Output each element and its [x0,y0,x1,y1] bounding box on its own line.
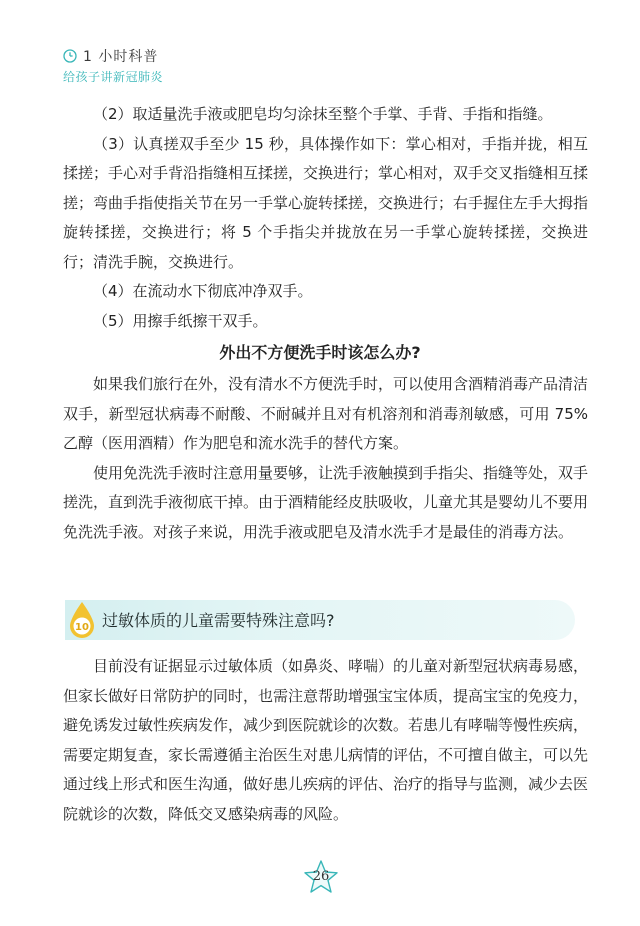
step-4: （4）在流动水下彻底冲净双手。 [93,282,313,300]
section-heading: 外出不方便洗手时该怎么办? [219,343,421,362]
question-body [63,652,588,829]
step-2: （2）取适量洗手液或肥皂均匀涂抹至整个手掌、手背、手指和指缝。 [93,105,553,123]
clock-icon [63,49,77,63]
question-number: 10 [75,622,89,633]
running-header [63,46,163,85]
page-number: 26 [312,869,330,884]
question-number-badge [66,600,98,640]
paragraph: 如果我们旅行在外，没有清水不方便洗手时，可以使用含酒精消毒产品清洁双手，新型冠状病毒不耐酸、不耐碱并且对有机溶剂和消毒剂敏感，可用 75% 乙醇（医用酒精）作为肥皂和流水洗手的替代方案。 [63,375,589,452]
book-subtitle: 给孩子讲新冠肺炎 [63,70,164,84]
section-body [63,370,588,547]
paragraph: 目前没有证据显示过敏体质（如鼻炎、哮喘）的儿童对新型冠状病毒易感，但家长做好日常防护的同时，也需注意帮助增强宝宝体质，提高宝宝的免疫力，避免诱发过敏性疾病发作，减少到医院就诊的次数。若患儿有哮喘等慢性疾病，需要定期复查，家长需遵循主治医生对患儿病情的评估，不可擅自做主，可以先通过线上形式和医生沟通，做好患儿疾病的评估、治疗的指导与监测，减少去医院就诊的次数，降低交叉感染病毒的风险。 [63,657,589,823]
handwash-steps [63,100,588,336]
book-title: 1 小时科普 [83,49,159,65]
step-5: （5）用擦手纸擦干双手。 [93,311,268,330]
step-3: （3）认真搓双手至少 15 秒，具体操作如下：掌心相对，手指并拢，相互揉搓；手心对手背沿指缝相互揉搓，交换进行；掌心相对，双手交叉指缝相互揉搓；弯曲手指使指关节在另一手掌心旋转揉搓，交换进行；右手握住左手大拇指旋转揉搓，交换进行；将 5 个手指尖并拢放在另一手掌心旋转揉搓，交换进行；清洗手腕，交换进行。 [63,134,589,271]
question-title: 过敏体质的儿童需要特殊注意吗? [102,611,335,630]
page-number-badge [301,858,341,898]
paragraph: 使用免洗洗手液时注意用量要够，让洗手液触摸到手指尖、指缝等处，双手搓洗，直到洗手液彻底干掉。由于酒精能经皮肤吸收，儿童尤其是婴幼儿不要用免洗洗手液。对孩子来说，用洗手液或肥皂及清水洗手才是最佳的消毒方法。 [63,463,589,541]
